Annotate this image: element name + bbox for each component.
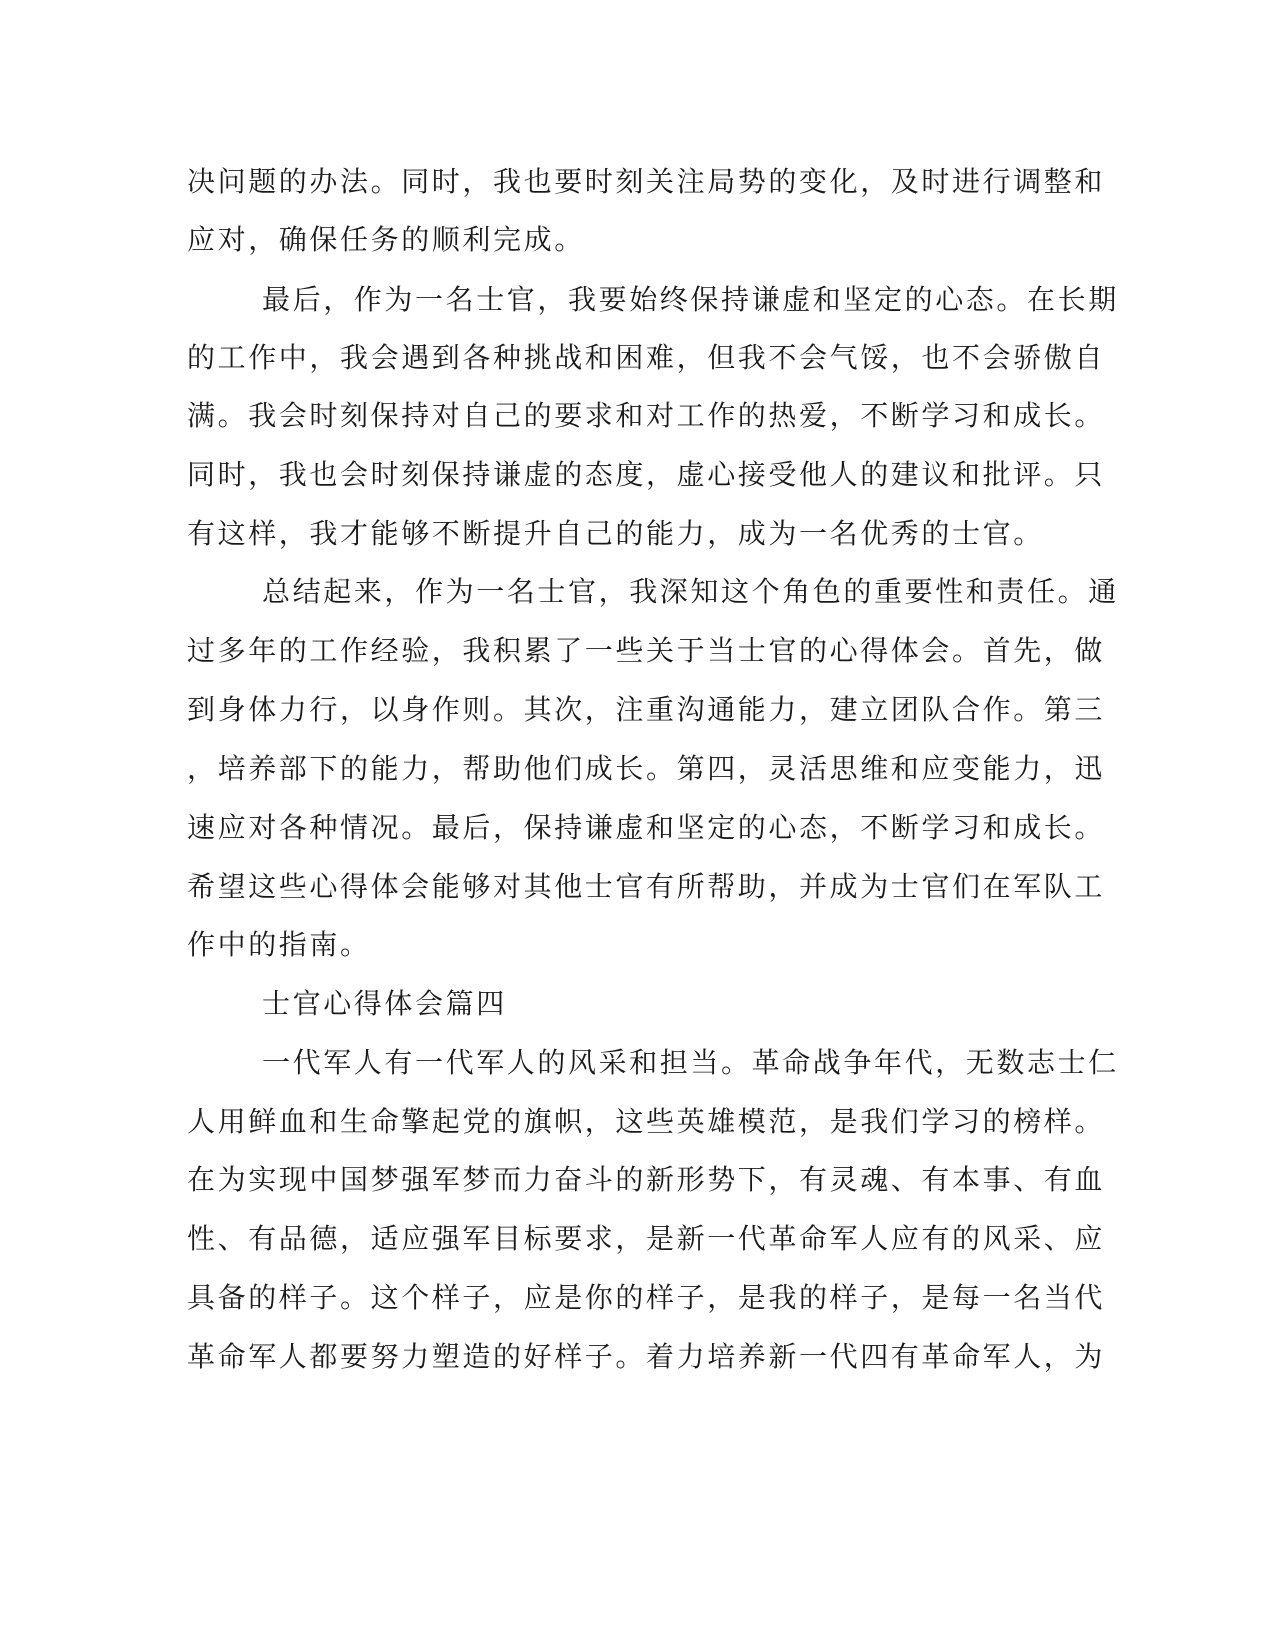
text-line: 人用鲜血和生命擎起党的旗帜，这些英雄模范，是我们学习的榜样。: [187, 1105, 1106, 1138]
text-line: 希望这些心得体会能够对其他士官有所帮助，并成为士官们在军队工: [187, 870, 1106, 903]
text-line: 的工作中，我会遇到各种挑战和困难，但我不会气馁，也不会骄傲自: [187, 341, 1106, 374]
text-line: 作中的指南。: [187, 928, 371, 961]
text-line: 应对，确保任务的顺利完成。: [187, 223, 585, 256]
text-line: 具备的样子。这个样子，应是你的样子，是我的样子，是每一名当代: [187, 1281, 1106, 1314]
paragraph-start-line: 总结起来，作为一名士官，我深知这个角色的重要性和责任。通: [262, 575, 1119, 608]
text-line: 性、有品德，适应强军目标要求，是新一代革命军人应有的风采、应: [187, 1222, 1106, 1255]
text-line: 同时，我也会时刻保持谦虚的态度，虚心接受他人的建议和批评。只: [187, 458, 1106, 491]
text-line: 到身体力行，以身作则。其次，注重沟通能力，建立团队合作。第三: [187, 693, 1106, 726]
text-line: 速应对各种情况。最后，保持谦虚和坚定的心态，不断学习和成长。: [187, 811, 1106, 844]
text-line: 革命军人都要努力塑造的好样子。着力培养新一代四有革命军人，为: [187, 1340, 1106, 1373]
text-line: 有这样，我才能够不断提升自己的能力，成为一名优秀的士官。: [187, 517, 1044, 550]
text-line: 决问题的办法。同时，我也要时刻关注局势的变化，及时进行调整和: [187, 165, 1106, 198]
text-line: 过多年的工作经验，我积累了一些关于当士官的心得体会。首先，做: [187, 634, 1106, 667]
text-line: 满。我会时刻保持对自己的要求和对工作的热爱，不断学习和成长。: [187, 399, 1106, 432]
section-heading: 士官心得体会篇四: [262, 987, 507, 1020]
text-line: 在为实现中国梦强军梦而力奋斗的新形势下，有灵魂、有本事、有血: [187, 1163, 1106, 1196]
paragraph-start-line: 最后，作为一名士官，我要始终保持谦虚和坚定的心态。在长期: [262, 283, 1119, 316]
paragraph-start-line: 一代军人有一代军人的风采和担当。革命战争年代，无数志士仁: [262, 1046, 1119, 1079]
text-line: ，培养部下的能力，帮助他们成长。第四，灵活思维和应变能力，迅: [187, 752, 1106, 785]
